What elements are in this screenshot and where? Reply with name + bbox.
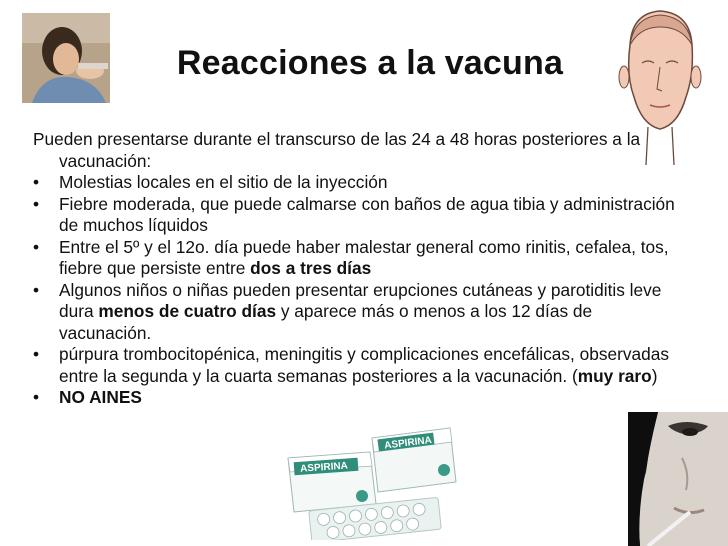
- list-item: • Algunos niños o niñas pueden presentar erupciones cutáneas y parotiditis leve dura menos de cuatro días y aparece más o menos a los 12 días de vacunación.: [33, 279, 662, 343]
- slide-title: Reacciones a la vacuna: [176, 44, 564, 82]
- bullet-icon: •: [33, 344, 40, 364]
- bullet-icon: •: [33, 387, 40, 407]
- list-item: • Entre el 5º y el 12o. día puede haber malestar general como rinitis, cefalea, tos, fiebre que persiste entre dos a tres días: [33, 236, 669, 278]
- list-item: • NO AINES: [33, 387, 142, 407]
- slide-body: [33, 129, 688, 409]
- intro-text: Pueden presentarse durante el transcurso de las 24 a 48 horas posteriores a la vacunación:: [33, 129, 641, 171]
- aspirin-label-back: ASPIRINA: [383, 434, 433, 452]
- list-item: • Molestias locales en el sitio de la inyección: [33, 172, 388, 192]
- list-item: • púrpura trombocitopénica, meningitis y complicaciones encefálicas, observadas entre la segunda y la cuarta semanas posteriores a la vacunación. (muy raro): [33, 344, 669, 386]
- reaction-list: [33, 172, 688, 409]
- child-vaccination-image: [22, 13, 110, 103]
- bullet-icon: •: [33, 172, 40, 192]
- bullet-icon: •: [33, 193, 40, 214]
- aspirin-label-front: ASPIRINA: [299, 460, 349, 475]
- aspirin-boxes-image: [280, 408, 465, 540]
- bullet-icon: •: [33, 236, 40, 257]
- bullet-icon: •: [33, 279, 40, 300]
- thermometer-woman-image: [628, 412, 728, 546]
- list-item: • Fiebre moderada, que puede calmarse con baños de agua tibia y administración de muchos líquidos: [33, 193, 675, 235]
